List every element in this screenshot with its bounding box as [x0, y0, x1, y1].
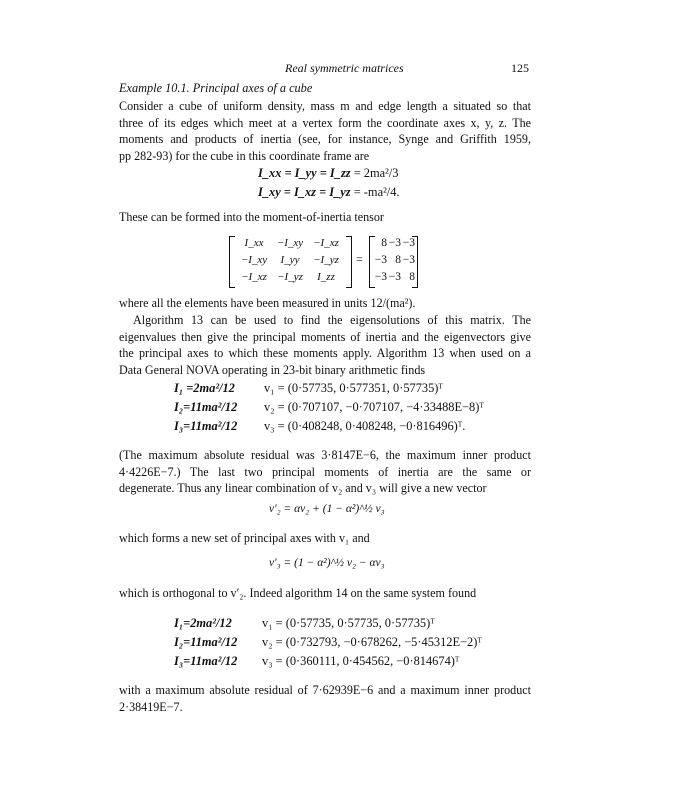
eigenvalue: I₃=11ma²/12 — [174, 654, 238, 668]
eigenvector: v₃ = (0·360111, 0·454562, −0·814674)ᵀ — [262, 654, 460, 668]
matrix-cell: 8 — [381, 237, 387, 249]
paragraph-residual — [119, 447, 531, 497]
equation-lhs: I_xx = I_yy = I_zz — [258, 166, 351, 180]
matrix-cell: I_xx — [244, 237, 264, 249]
text-line: Data General NOVA operating in 23-bit binary arithmetic finds — [119, 362, 426, 377]
text-line: three of its edges which meet at a vertex form the coordinate axes x, y, z. The — [119, 115, 531, 130]
matrix-cell: −3 — [402, 237, 415, 249]
equation-rhs: = 2ma²/3 — [353, 166, 399, 180]
paragraph-new-axes: which forms a new set of principal axes with v₁ and — [119, 531, 370, 545]
text-line: 4·4226E−7.) The last two principal moments of inertia are the same or — [119, 464, 531, 479]
equation-v3-prime: v′₃ = (1 − α²)^½ v₂ − αv₃ — [269, 557, 385, 569]
equals-sign: = — [356, 252, 363, 266]
matrix-cell: −3 — [402, 254, 415, 266]
left-bracket — [229, 236, 235, 288]
text-line: degenerate. Thus any linear combination of v₂ and v₃ will give a new vector — [119, 481, 487, 496]
paragraph-final-residual — [119, 682, 531, 715]
matrix-cell: −I_xz — [313, 237, 339, 249]
matrix-cell: −3 — [388, 271, 401, 283]
right-bracket — [346, 236, 352, 288]
eigenvalue: I₂=11ma²/12 — [174, 635, 238, 649]
eigenvector: v₂ = (0·732793, −0·678262, −5·45312E−2)ᵀ — [262, 635, 482, 649]
matrix-cell: −I_yz — [313, 254, 339, 266]
text-line: the principal axes to which these moments apply. Algorithm 13 when used on a — [119, 346, 531, 361]
matrix-cell: −I_yz — [277, 271, 303, 283]
text-line: 2·38419E−7. — [119, 699, 183, 714]
matrix-cell: −I_xy — [240, 254, 268, 266]
matrix-cell: 8 — [409, 271, 415, 283]
eigenvalue: I₂=11ma²/12 — [174, 400, 238, 414]
units-line: where all the elements have been measured in units 12/(ma²). — [119, 296, 416, 310]
matrix-cell: −I_xy — [276, 237, 304, 249]
text-line: with a maximum absolute residual of 7·62939E−6 and a maximum inner product — [119, 683, 531, 697]
equation-products — [258, 185, 400, 200]
matrix-cell: −3 — [388, 237, 401, 249]
text-line: (The maximum absolute residual was 3·8147E−6, the maximum inner product — [119, 448, 531, 462]
matrix-cell: I_yy — [280, 254, 300, 266]
eigenvector: v₂ = (0·707107, −0·707107, −4·33488E−8)ᵀ — [264, 400, 484, 414]
paragraph-orthogonal: which is orthogonal to v′₂. Indeed algorithm 14 on the same system found — [119, 586, 477, 600]
matrix-cell: −3 — [374, 271, 387, 283]
text-line: Consider a cube of uniform density, mass m and edge length a situated so that — [119, 99, 531, 113]
paragraph-algorithm — [119, 312, 531, 378]
matrix-cell: I_zz — [317, 271, 335, 283]
text-line: eigenvalues then give the principal moments of inertia and the eigenvectors give — [119, 329, 531, 344]
matrix-cell: 8 — [395, 254, 401, 266]
paragraph-intro — [119, 98, 531, 164]
equation-moments — [258, 166, 399, 181]
eigenvector: v₃ = (0·408248, 0·408248, −0·816496)ᵀ. — [264, 419, 466, 433]
eigenvalue: I₁=2ma²/12 — [174, 616, 232, 630]
matrix-cell: −3 — [374, 254, 387, 266]
text-line: pp 282-93) for the cube in this coordinate frame are — [119, 148, 370, 163]
eigenvector: v₁ = (0·57735, 0·57735, 0·57735)ᵀ — [262, 616, 435, 630]
equation-rhs: = -ma²/4. — [353, 185, 400, 199]
page-number: 125 — [511, 61, 529, 75]
paragraph-tensor-intro: These can be formed into the moment-of-inertia tensor — [119, 210, 384, 224]
matrix-cell: −I_xz — [241, 271, 267, 283]
eigenvalue: I₃=11ma²/12 — [174, 419, 238, 433]
running-title: Real symmetric matrices — [285, 61, 404, 75]
equation-v2-prime: v′₂ = αv₂ + (1 − α²)^½ v₃ — [269, 503, 385, 515]
equation-lhs: I_xy = I_xz = I_yz — [258, 185, 351, 199]
text-line: moments and products of inertia (see, for instance, Synge and Griffith 1959, — [119, 132, 531, 147]
eigenvalue: I₁ =2ma²/12 — [174, 381, 235, 395]
text-line: Algorithm 13 can be used to find the eigensolutions of this matrix. The — [133, 313, 531, 327]
example-title: Example 10.1. Principal axes of a cube — [119, 81, 313, 95]
eigenvector: v₁ = (0·57735, 0·577351, 0·57735)ᵀ — [264, 381, 443, 395]
